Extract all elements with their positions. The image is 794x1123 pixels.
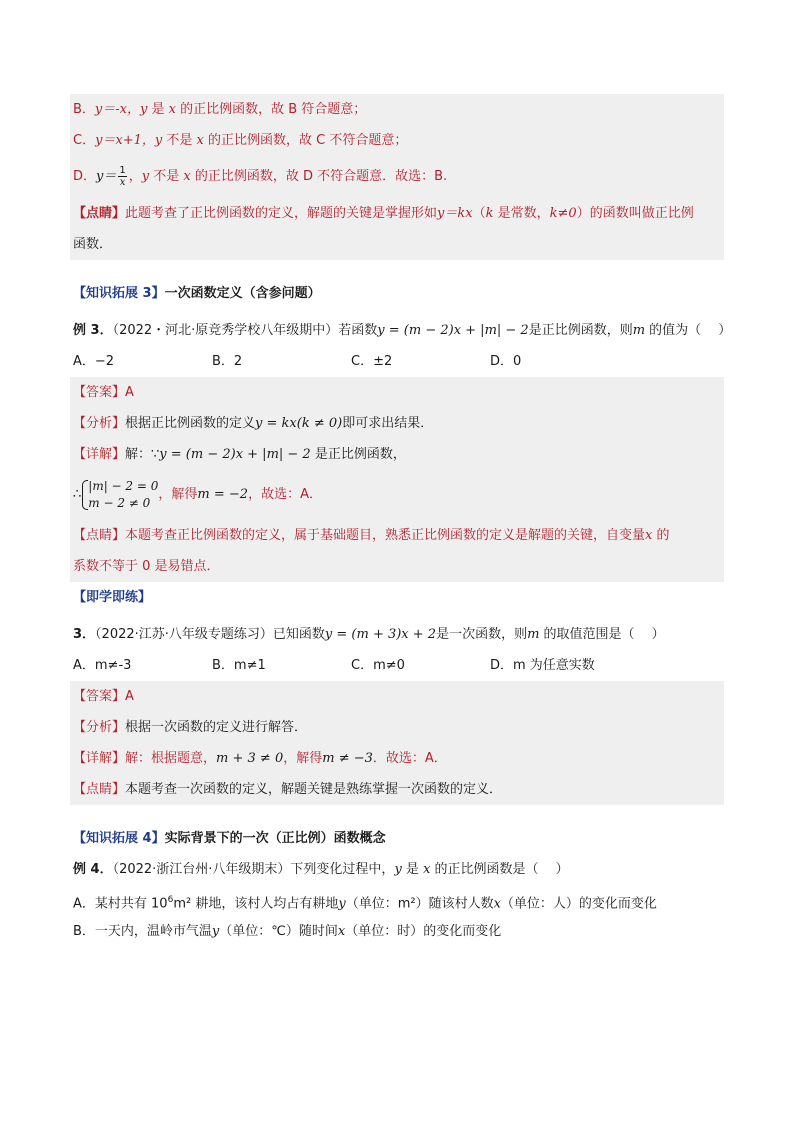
note-line: 【点睛】本题考查一次函数的定义，解题关键是熟练掌握一次函数的定义． [73, 782, 503, 797]
practice-question: 3．（2022·江苏·八年级专题练习）已知函数y = (m + 3)x + 2是一次函数，则m 的取值范围是（ ） [73, 627, 665, 642]
option-b-analysis: B．y＝-x，y 是 x 的正比例函数，故 B 符合题意； [73, 102, 367, 117]
equation-system: |m| − 2 = 0 m − 2 ≠ 0 [81, 478, 158, 512]
analysis-line: 【分析】根据正比例函数的定义y = kx(k ≠ 0)即可求出结果． [73, 416, 434, 431]
answer-line: 【答案】A [73, 689, 134, 704]
document-page [70, 94, 732, 947]
option-d-analysis: D．y＝ $\frac{1}{x}$ ，y 不是 x 的正比例函数，故 D 不符合题意．故选：B. [73, 165, 448, 188]
option-b: B．2 [212, 354, 243, 369]
practice-options [70, 650, 724, 681]
note-line-1: 【点睛】本题考查正比例函数的定义，属于基础题目，熟悉正比例函数的定义是解题的关键，自变量x 的 [73, 528, 670, 543]
example-4-question: 例 4．（2022·浙江台州·八年级期末）下列变化过程中，y 是 x 的正比例函数是（ ） [73, 862, 569, 877]
option-c-analysis: C．y＝x+1，y 不是 x 的正比例函数，故 C 不符合题意； [73, 133, 408, 148]
section-heading-ext4: 【知识拓展 4】实际背景下的一次（正比例）函数概念 [73, 831, 386, 846]
answer-line: 【答案】A [73, 385, 134, 400]
example-3-solution [70, 377, 724, 582]
option-b: B．m≠1 [212, 658, 266, 673]
note-line-2: 函数． [73, 237, 113, 252]
example-3-options [70, 346, 724, 377]
option-d: D．m 为任意实数 [490, 658, 595, 673]
option-c: C．±2 [351, 354, 393, 369]
example-4-option-b: B．一天内，温岭市气温y（单位：℃）随时间x（单位：时）的变化而变化 [73, 924, 502, 939]
practice-solution [70, 681, 724, 805]
detail-line: 【详解】解：∵y = (m − 2)x + |m| − 2 是正比例函数， [73, 447, 406, 462]
solution-continuation [70, 94, 724, 260]
note-line-1: 【点睛】此题考查了正比例函数的定义，解题的关键是掌握形如y＝kx（k 是常数，k≠0）的函数叫做正比例 [73, 206, 694, 221]
system-line: ∴ |m| − 2 = 0 m − 2 ≠ 0 ，解得m = −2，故选：A． [73, 478, 322, 510]
section-heading-practice: 【即学即练】 [73, 590, 152, 605]
detail-line: 【详解】解：根据题意，m + 3 ≠ 0，解得m ≠ −3．故选：A． [73, 751, 447, 766]
option-a: A．m≠-3 [73, 658, 132, 673]
section-heading-ext3: 【知识拓展 3】一次函数定义（含参问题） [73, 286, 321, 301]
analysis-line: 【分析】根据一次函数的定义进行解答． [73, 720, 308, 735]
option-d: D．0 [490, 354, 522, 369]
note-line-2: 系数不等于 0 是易错点． [73, 559, 220, 574]
example-4-option-a: A．某村共有 $10^6m^2$ 耕地，该村人均占有耕地y（单位：m²）随该村人数x（单位：人）的变化而变化 [73, 895, 657, 912]
option-c: C．m≠0 [351, 658, 405, 673]
option-a: A．−2 [73, 354, 115, 369]
example-3-question: 例 3．（2022・河北·原竞秀学校八年级期中）若函数y = (m − 2)x + |m| − 2是正比例函数，则m 的值为（ ） [73, 323, 732, 338]
fraction-1-over-x: $\frac{1}{x}$ [119, 165, 126, 188]
